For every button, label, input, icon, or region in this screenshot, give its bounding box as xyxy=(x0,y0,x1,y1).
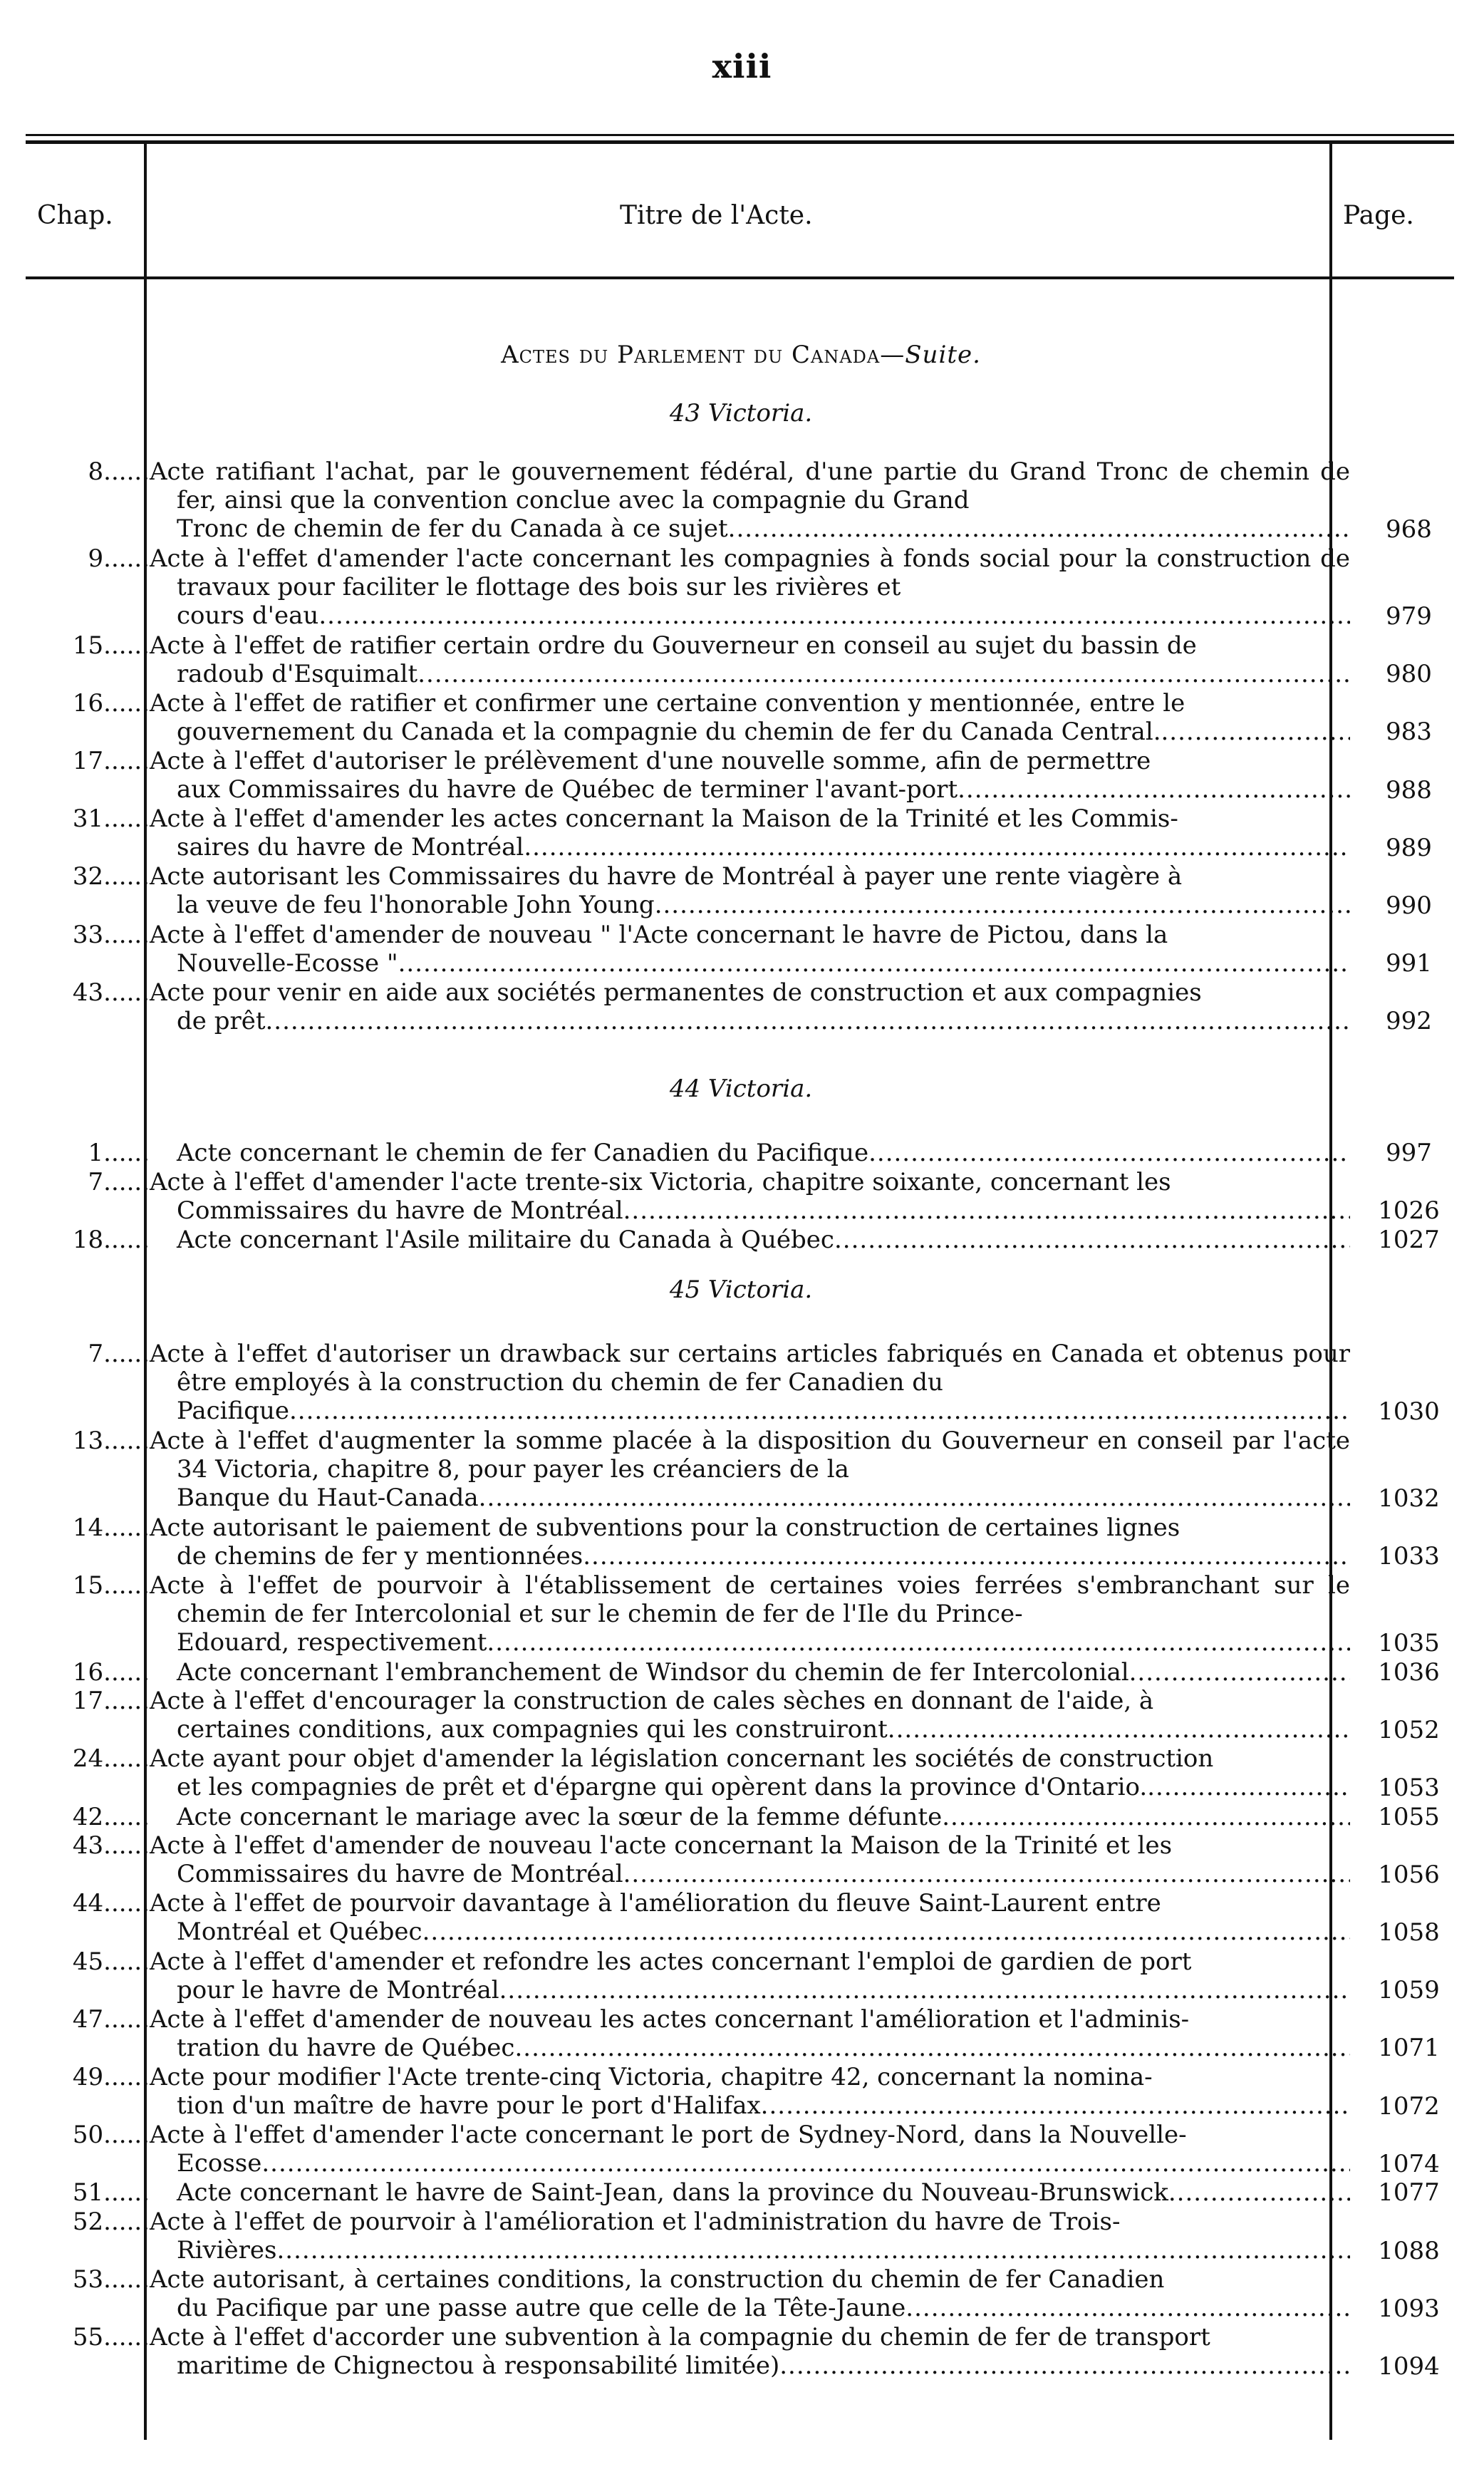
dot-leader xyxy=(417,660,1350,688)
act-title xyxy=(150,2121,1350,2178)
act-title-last-line xyxy=(177,1773,1350,1801)
act-title-line: tion d'un maître de havre pour le port d'Halifax xyxy=(177,2091,761,2120)
act-title-line: Acte à l'effet d'encourager la construction de cales sèches en donnant de l'aide, à xyxy=(150,1687,1154,1716)
act-title-line: Acte concernant le mariage avec la sœur de la femme défunte xyxy=(177,1802,943,1831)
act-title-line: aux Commissaires du havre de Québec de terminer l'avant-port xyxy=(177,775,958,804)
section-heading xyxy=(153,341,1329,369)
chapter-number: 8 ...... xyxy=(28,457,150,486)
act-title xyxy=(150,1803,1350,1831)
page-number-ref: 1077 xyxy=(1378,2178,1440,2208)
chapter-number: 31 ...... xyxy=(28,804,150,833)
dot-leader xyxy=(266,1007,1351,1035)
act-title xyxy=(150,978,1350,1035)
act-title xyxy=(150,457,1350,543)
page-number-ref: 1088 xyxy=(1378,2236,1440,2265)
dot-leader xyxy=(761,2091,1350,2120)
act-title-line: Acte à l'effet de pourvoir à l'amélioration et l'administration du havre de Trois- xyxy=(150,2208,1121,2236)
act-title-last-line xyxy=(177,2351,1350,2380)
chapter-number: 43 ...... xyxy=(28,1831,150,1860)
dot-leader xyxy=(942,1803,1350,1831)
act-title-line: Acte pour modifier l'Acte trente-cinq Victoria, chapitre 42, concernant la nomina- xyxy=(150,2063,1153,2091)
page-number-ref: 992 xyxy=(1386,1007,1432,1036)
chapter-number: 24 ...... xyxy=(28,1744,150,1773)
page-number-ref: 983 xyxy=(1386,718,1432,747)
act-title-last-line xyxy=(177,2294,1350,2322)
page-number-ref: 1059 xyxy=(1378,1976,1440,2005)
act-title xyxy=(150,1139,1350,1167)
page-number-ref: 1055 xyxy=(1378,1802,1440,1831)
act-title-last-line xyxy=(177,833,1350,861)
act-title xyxy=(150,921,1350,978)
act-title-last-line xyxy=(177,1715,1350,1744)
act-title-last-line xyxy=(177,949,1350,978)
dot-leader xyxy=(779,2351,1350,2380)
chapter-number: 49 ...... xyxy=(28,2063,150,2091)
chapter-number: 51 ...... xyxy=(28,2178,150,2207)
chapter-number: 1 ...... xyxy=(28,1139,150,1167)
page-number-ref: 1032 xyxy=(1378,1484,1440,1513)
chapter-number: 50 ...... xyxy=(28,2121,150,2149)
dot-leader xyxy=(479,1484,1350,1512)
page-number-ref: 1072 xyxy=(1378,2091,1440,2121)
page-number-ref: 1052 xyxy=(1378,1715,1440,1744)
act-title-line: Acte concernant le havre de Saint-Jean, dans la province du Nouveau-Brunswick xyxy=(177,2178,1168,2208)
chapter-number: 7 ...... xyxy=(28,1168,150,1196)
act-title-line: Acte à l'effet de ratifier et confirmer une certaine convention y mentionnée, entre le xyxy=(150,688,1185,718)
act-title xyxy=(150,804,1350,861)
act-title-line: Montréal et Québec xyxy=(177,1918,422,1947)
chapter-number: 17 ...... xyxy=(28,747,150,775)
act-title-line: Acte à l'effet d'amender de nouveau l'acte concernant la Maison de la Trinité et les xyxy=(150,1831,1173,1861)
act-title-last-line xyxy=(177,1484,1350,1512)
page-number-ref: 991 xyxy=(1386,949,1432,978)
dot-leader xyxy=(524,833,1350,861)
act-title xyxy=(150,2063,1350,2120)
chapter-number: 42 ...... xyxy=(28,1803,150,1831)
header-rule xyxy=(26,276,1454,279)
group-label: 45 Victoria. xyxy=(669,1275,813,1304)
page-number-ref: 980 xyxy=(1386,660,1432,689)
page-number-ref: 1056 xyxy=(1378,1860,1440,1889)
page-number: xiii xyxy=(712,47,772,86)
act-title-line: Acte à l'effet d'amender de nouveau " l'Acte concernant le havre de Pictou, dans la xyxy=(150,920,1168,949)
dot-leader xyxy=(868,1139,1350,1167)
act-title-last-line xyxy=(177,1976,1350,2004)
column-header-page: Page. xyxy=(1343,201,1414,230)
act-title-line: Acte concernant le chemin de fer Canadien du Pacifique xyxy=(177,1139,869,1167)
dot-leader xyxy=(487,1628,1350,1657)
chapter-number: 15 ...... xyxy=(28,1571,150,1600)
page-number-ref: 988 xyxy=(1386,775,1432,804)
act-title-last-line xyxy=(177,775,1350,804)
act-title xyxy=(150,1513,1350,1570)
act-title-line: Tronc de chemin de fer du Canada à ce sujet xyxy=(177,514,728,543)
chapter-number: 33 ...... xyxy=(28,921,150,949)
act-title xyxy=(150,2265,1350,2322)
chap-column-rule xyxy=(144,144,147,2440)
act-title-last-line xyxy=(177,1628,1350,1657)
act-title xyxy=(150,1340,1350,1425)
page-number-ref: 997 xyxy=(1386,1139,1432,1167)
act-title-last-line xyxy=(177,2091,1350,2120)
dot-leader xyxy=(623,1196,1350,1225)
page-number-ref: 1094 xyxy=(1378,2351,1440,2381)
act-title-line: maritime de Chignectou à responsabilité limitée) xyxy=(177,2351,780,2381)
chapter-number: 16 ...... xyxy=(28,689,150,718)
act-title-line: Acte autorisant les Commissaires du havre de Montréal à payer une rente viagère à xyxy=(150,862,1183,891)
act-title-line: Acte à l'effet d'amender l'acte concernant les compagnies à fonds social pour la construction de travaux pour faciliter le flottage des bois sur les rivières et xyxy=(150,544,1350,601)
act-title xyxy=(150,1427,1350,1512)
act-title-last-line xyxy=(177,718,1350,746)
act-title-last-line xyxy=(177,1658,1350,1687)
act-title xyxy=(150,1571,1350,1657)
act-title-last-line xyxy=(177,660,1350,688)
act-title-line: Ecosse xyxy=(177,2149,262,2178)
page-number-ref: 1071 xyxy=(1378,2034,1440,2063)
dot-leader xyxy=(514,2034,1350,2062)
act-title xyxy=(150,1226,1350,1254)
act-title-line: saires du havre de Montréal xyxy=(177,833,524,862)
act-title-last-line xyxy=(177,2034,1350,2062)
act-title-line: certaines conditions, aux compagnies qui les construiront xyxy=(177,1715,888,1744)
column-header-chap: Chap. xyxy=(37,201,113,230)
act-title-line: Acte à l'effet de pourvoir davantage à l'amélioration du fleuve Saint-Laurent entre xyxy=(150,1889,1161,1918)
act-title-line: cours d'eau xyxy=(177,601,319,630)
chapter-number: 16 ...... xyxy=(28,1658,150,1687)
act-title-last-line xyxy=(177,1860,1350,1888)
chapter-number: 14 ...... xyxy=(28,1513,150,1542)
act-title-last-line xyxy=(177,1226,1350,1254)
dot-leader xyxy=(398,949,1350,978)
group-label: 44 Victoria. xyxy=(669,1075,813,1103)
act-title-line: Acte concernant l'Asile militaire du Canada à Québec xyxy=(177,1225,834,1254)
act-title-last-line xyxy=(177,2149,1350,2178)
chapter-number: 17 ...... xyxy=(28,1687,150,1715)
act-title-line: Acte concernant l'embranchement de Windsor du chemin de fer Intercolonial xyxy=(177,1657,1129,1687)
act-title-last-line xyxy=(177,1542,1350,1570)
act-title-line: Acte autorisant, à certaines conditions, la construction du chemin de fer Canadien xyxy=(150,2265,1165,2294)
act-title-last-line xyxy=(177,1918,1350,1946)
chapter-number: 53 ...... xyxy=(28,2265,150,2294)
dot-leader xyxy=(318,601,1350,630)
act-title-line: de prêt xyxy=(177,1006,266,1035)
act-title xyxy=(150,1687,1350,1744)
act-title xyxy=(150,2005,1350,2062)
dot-leader xyxy=(623,1860,1350,1888)
section-heading-text: Actes du Parlement du Canada— xyxy=(501,341,906,369)
chapter-number: 44 ...... xyxy=(28,1889,150,1918)
act-title-last-line xyxy=(177,1196,1350,1225)
act-title-line: Acte à l'effet d'augmenter la somme placée à la disposition du Gouverneur en conseil par l'acte 34 Victoria, chapitre 8, pour payer les créanciers de la xyxy=(150,1426,1350,1484)
page-number-ref: 1093 xyxy=(1378,2294,1440,2323)
act-title-line: et les compagnies de prêt et d'épargne qui opèrent dans la province d'Ontario. xyxy=(177,1773,1148,1802)
dot-leader xyxy=(1161,718,1351,746)
dot-leader xyxy=(289,1397,1350,1425)
dot-leader xyxy=(261,2149,1350,2178)
act-title xyxy=(150,2178,1350,2207)
act-title-line: Acte à l'effet de ratifier certain ordre du Gouverneur en conseil au sujet du bassin de xyxy=(150,631,1197,660)
chapter-number: 15 ...... xyxy=(28,631,150,660)
chapter-number: 43 ...... xyxy=(28,978,150,1007)
act-title-line: Acte à l'effet d'autoriser un drawback sur certains articles fabriqués en Canada et obtenus pour être employés à la construction du chemin de fer Canadien du xyxy=(150,1340,1350,1397)
chapter-number: 32 ...... xyxy=(28,862,150,891)
act-title-line: Rivières xyxy=(177,2236,277,2265)
act-title-last-line xyxy=(177,891,1350,919)
page-number-ref: 979 xyxy=(1386,601,1432,631)
chapter-number: 7 ...... xyxy=(28,1340,150,1368)
act-title xyxy=(150,1168,1350,1225)
act-title-last-line xyxy=(177,514,1350,543)
act-title-line: radoub d'Esquimalt xyxy=(177,659,418,688)
dot-leader xyxy=(583,1542,1350,1570)
top-rule-thin xyxy=(26,134,1454,136)
act-title-line: du Pacifique par une passe autre que celle de la Tête-Jaune xyxy=(177,2294,906,2323)
act-title-line: Edouard, respectivement xyxy=(177,1628,487,1657)
group-label: 43 Victoria. xyxy=(669,399,813,428)
chapter-number: 47 ...... xyxy=(28,2005,150,2034)
act-title-line: Acte à l'effet de pourvoir à l'établissement de certaines voies ferrées s'embranchant sur le chemin de fer Intercolonial et sur le chemin de fer de l'Ile du Prince- xyxy=(150,1570,1350,1628)
act-title-line: Acte à l'effet d'amender et refondre les actes concernant l'emploi de gardien de port xyxy=(150,1947,1192,1976)
act-title xyxy=(150,631,1350,688)
act-title-line: Acte à l'effet d'amender les actes concernant la Maison de la Trinité et les Commis- xyxy=(150,804,1178,834)
page-number-ref: 1036 xyxy=(1378,1657,1440,1687)
dot-leader xyxy=(1129,1658,1350,1687)
chapter-number: 13 ...... xyxy=(28,1427,150,1455)
act-title xyxy=(150,544,1350,630)
act-title xyxy=(150,862,1350,919)
act-title xyxy=(150,2208,1350,2265)
act-title xyxy=(150,2323,1350,2380)
page-number-ref: 990 xyxy=(1386,891,1432,920)
act-title-line: gouvernement du Canada et la compagnie du chemin de fer du Canada Central. xyxy=(177,717,1161,746)
dot-leader xyxy=(1147,1773,1350,1801)
dot-leader xyxy=(906,2294,1350,2322)
dot-leader xyxy=(958,775,1350,804)
act-title xyxy=(150,1658,1350,1687)
act-title xyxy=(150,747,1350,804)
act-title-line: Acte à l'effet d'amender l'acte concernant le port de Sydney-Nord, dans la Nouvelle- xyxy=(150,2121,1187,2150)
dot-leader xyxy=(728,514,1350,543)
act-title-line: Acte ratifiant l'achat, par le gouvernement fédéral, d'une partie du Grand Tronc de chemin de fer, ainsi que la convention conclue avec la compagnie du Grand xyxy=(150,457,1350,514)
dot-leader xyxy=(655,891,1350,919)
dot-leader xyxy=(277,2236,1351,2265)
act-title-line: Banque du Haut-Canada xyxy=(177,1483,479,1512)
act-title-line: Acte pour venir en aide aux sociétés permanentes de construction et aux compagnies xyxy=(150,978,1202,1007)
act-title-line: Pacifique xyxy=(177,1397,289,1425)
dot-leader xyxy=(888,1715,1350,1744)
act-title xyxy=(150,1947,1350,2004)
page-number-ref: 1058 xyxy=(1378,1918,1440,1947)
dot-leader xyxy=(422,1918,1350,1946)
page-number-ref: 968 xyxy=(1386,515,1432,544)
section-heading-suffix: Suite. xyxy=(905,341,981,369)
act-title xyxy=(150,1744,1350,1801)
chapter-number: 55 ...... xyxy=(28,2323,150,2351)
act-title-last-line xyxy=(177,1007,1350,1035)
dot-leader xyxy=(1168,2178,1350,2207)
page-number-ref: 1026 xyxy=(1378,1196,1440,1226)
act-title xyxy=(150,1889,1350,1946)
act-title-line: pour le havre de Montréal xyxy=(177,1975,499,2004)
page-number-ref: 1030 xyxy=(1378,1397,1440,1427)
act-title-line: Nouvelle-Ecosse " xyxy=(177,948,398,978)
act-title-line: la veuve de feu l'honorable John Young xyxy=(177,891,655,920)
act-title-last-line xyxy=(177,601,1350,630)
act-title-line: Acte à l'effet d'accorder une subvention à la compagnie du chemin de fer de transport xyxy=(150,2323,1210,2352)
dot-leader xyxy=(834,1226,1350,1254)
act-title-line: Commissaires du havre de Montréal xyxy=(177,1196,623,1225)
act-title-last-line xyxy=(177,1397,1350,1425)
page-number-ref: 1033 xyxy=(1378,1542,1440,1571)
act-title-line: Acte autorisant le paiement de subventions pour la construction de certaines lignes xyxy=(150,1513,1181,1542)
act-title xyxy=(150,1831,1350,1888)
act-title-line: Acte à l'effet d'amender de nouveau les actes concernant l'amélioration et l'adminis- xyxy=(150,2004,1190,2034)
act-title-line: tration du havre de Québec xyxy=(177,2033,515,2062)
chapter-number: 52 ...... xyxy=(28,2208,150,2236)
page-number-ref: 1035 xyxy=(1378,1628,1440,1657)
chapter-number: 45 ...... xyxy=(28,1947,150,1976)
act-title-line: Acte à l'effet d'autoriser le prélèvement d'une nouvelle somme, afin de permettre xyxy=(150,747,1151,775)
page-number-ref: 1074 xyxy=(1378,2149,1440,2178)
column-header-title: Titre de l'Acte. xyxy=(620,201,813,230)
act-title-line: Acte à l'effet d'amender l'acte trente-six Victoria, chapitre soixante, concernant les xyxy=(150,1167,1171,1196)
page-number-ref: 1027 xyxy=(1378,1225,1440,1254)
act-title-line: Commissaires du havre de Montréal xyxy=(177,1860,623,1889)
act-title xyxy=(150,689,1350,746)
act-title-line: de chemins de fer y mentionnées xyxy=(177,1541,583,1570)
act-title-last-line xyxy=(177,2178,1350,2207)
act-title-last-line xyxy=(177,1139,1350,1167)
chapter-number: 18 ...... xyxy=(28,1226,150,1254)
chapter-number: 9 ...... xyxy=(28,544,150,573)
act-title-last-line xyxy=(177,1803,1350,1831)
top-rule-thick xyxy=(26,140,1454,144)
act-title-last-line xyxy=(177,2236,1350,2265)
act-title-line: Acte ayant pour objet d'amender la législation concernant les sociétés de construction xyxy=(150,1744,1214,1774)
dot-leader xyxy=(499,1976,1350,2004)
page-number-ref: 989 xyxy=(1386,833,1432,862)
page-number-ref: 1053 xyxy=(1378,1773,1440,1802)
